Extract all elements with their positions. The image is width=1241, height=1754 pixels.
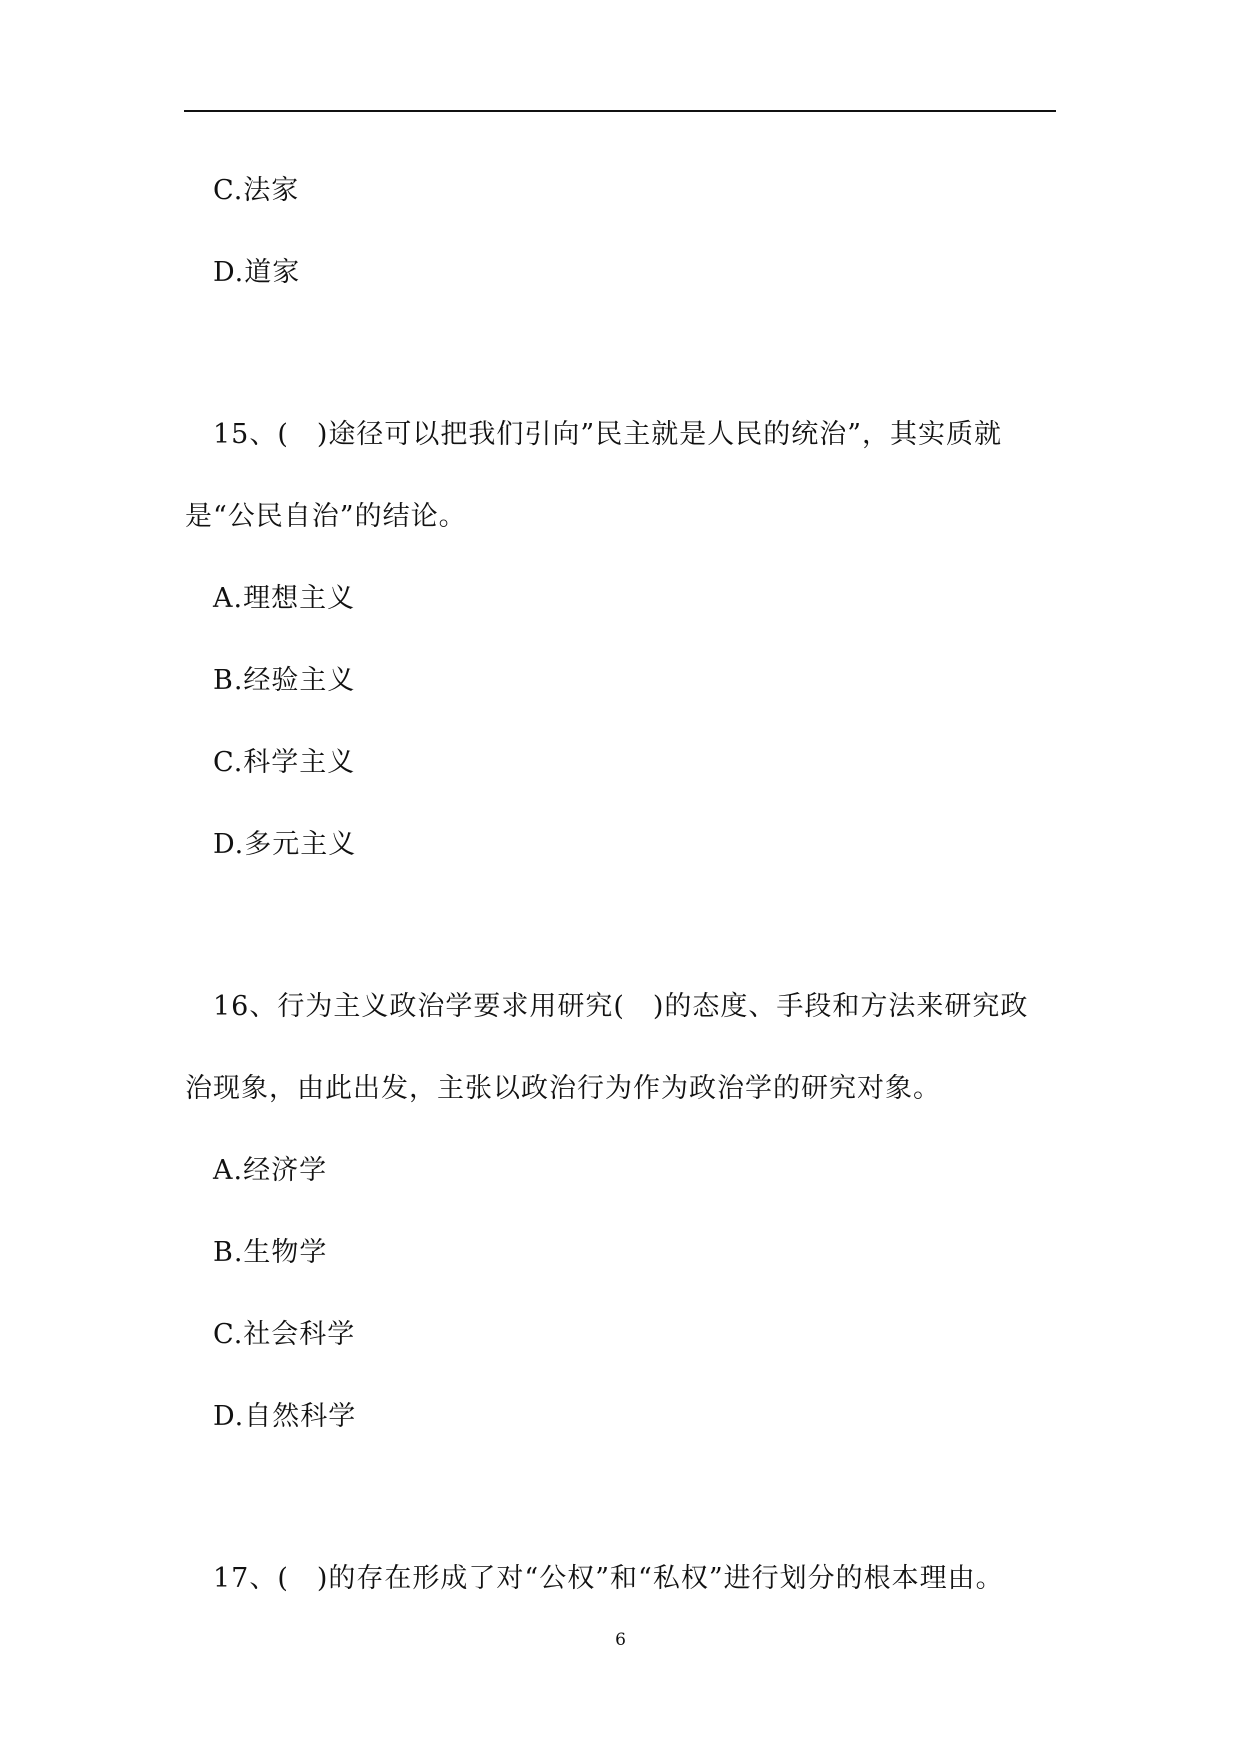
option-c-q16: C.社会科学 [213,1319,356,1350]
option-c-q15: C.科学主义 [213,747,356,778]
question-16-line1: 16、行为主义政治学要求用研究( )的态度、手段和方法来研究政 [213,991,1029,1022]
option-a-q16: A.经济学 [213,1155,328,1186]
option-b-q16: B.生物学 [213,1237,328,1268]
question-15-line1: 15、( )途径可以把我们引向”民主就是人民的统治”，其实质就 [213,419,1003,450]
option-d-q15: D.多元主义 [213,829,357,860]
question-16-line2: 治现象，由此出发，主张以政治行为作为政治学的研究对象。 [185,1073,941,1104]
option-a-q15: A.理想主义 [213,583,356,614]
question-15-line2: 是“公民自治”的结论。 [185,501,467,532]
page-number: 6 [615,1630,626,1650]
option-b-q15: B.经验主义 [213,665,356,696]
header-rule [184,110,1056,112]
option-c-q14: C.法家 [213,175,300,206]
option-d-q14: D.道家 [213,257,301,288]
option-d-q16: D.自然科学 [213,1401,357,1432]
question-17-line1: 17、( )的存在形成了对“公权”和“私权”进行划分的根本理由。 [213,1563,1004,1594]
